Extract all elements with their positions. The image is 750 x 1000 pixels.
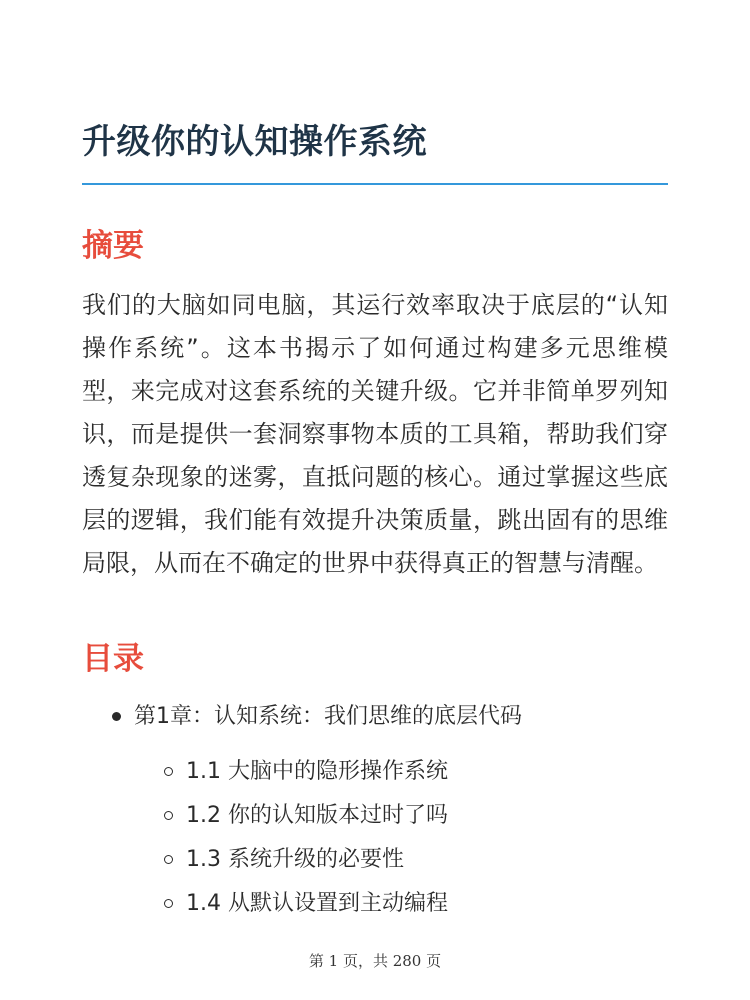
- toc-section-1-4[interactable]: [134, 884, 668, 924]
- page-number-footer: 第 1 页，共 280 页: [308, 952, 442, 970]
- summary-paragraph: 我们的大脑如同电脑，其运行效率取决于底层的“认知操作系统”。这本书揭示了如何通过构建多元思维模型，来完成对这套系统的关键升级。它并非简单罗列知识，而是提供一套洞察事物本质的工具箱，帮助我们穿透复杂现象的迷雾，直抵问题的核心。通过掌握这些底层的逻辑，我们能有效提升决策质量，跳出固有的思维局限，从而在不确定的世界中获得真正的智慧与清醒。: [82, 291, 668, 577]
- bullet-circle-icon: [164, 855, 173, 864]
- document-page: [82, 0, 668, 1000]
- title-divider: [82, 183, 668, 185]
- book-title: 升级你的认知操作系统: [82, 122, 427, 162]
- summary-heading: 摘要: [82, 228, 144, 264]
- section-label: 1.1 大脑中的隐形操作系统: [186, 759, 448, 784]
- toc-section-1-1[interactable]: [134, 752, 668, 792]
- bullet-circle-icon: [164, 899, 173, 908]
- bullet-disc-icon: [112, 712, 121, 721]
- toc-section-1-3[interactable]: [134, 840, 668, 880]
- chapter-1-sections: [134, 752, 668, 924]
- toc-chapter-1[interactable]: [82, 697, 668, 924]
- chapter-label: 第1章：认知系统：我们思维的底层代码: [134, 704, 522, 729]
- table-of-contents: [82, 697, 668, 924]
- toc-section-1-2[interactable]: [134, 796, 668, 836]
- section-label: 1.3 系统升级的必要性: [186, 847, 404, 872]
- bullet-circle-icon: [164, 811, 173, 820]
- section-label: 1.2 你的认知版本过时了吗: [186, 803, 448, 828]
- toc-heading: 目录: [82, 641, 144, 677]
- section-label: 1.4 从默认设置到主动编程: [186, 891, 448, 916]
- bullet-circle-icon: [164, 767, 173, 776]
